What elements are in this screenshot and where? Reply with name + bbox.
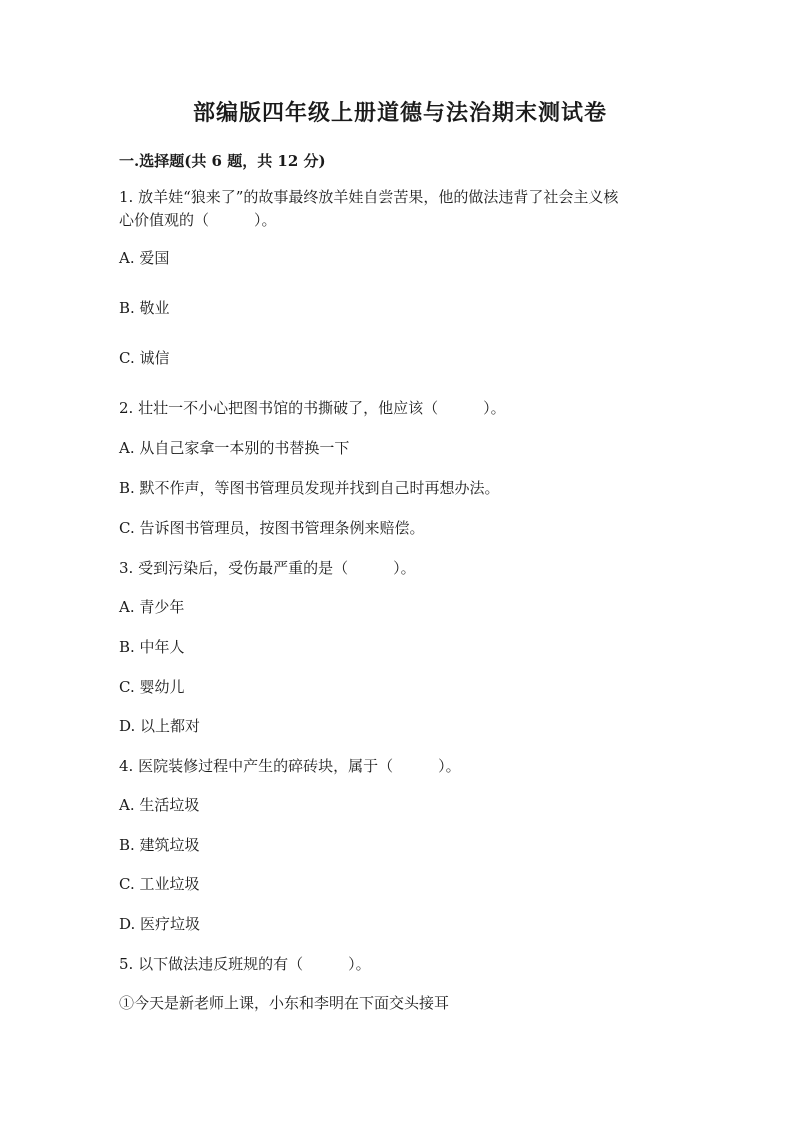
question-5-item-1: ①今天是新老师上课，小东和李明在下面交头接耳: [119, 994, 450, 1012]
question-1-option-a: A. 爱国: [119, 249, 170, 267]
question-4-option-a: A. 生活垃圾: [119, 796, 200, 814]
question-1-option-b: B. 敬业: [119, 299, 170, 317]
question-1-stem-line-2: 心价值观的（ ）。: [119, 211, 277, 229]
question-1-stem-line-1: 1. 放羊娃“狼来了”的故事最终放羊娃自尝苦果，他的做法违背了社会主义核: [119, 188, 619, 206]
question-5-stem: 5. 以下做法违反班规的有（ ）。: [119, 955, 371, 973]
question-3-option-a: A. 青少年: [119, 598, 185, 616]
page-title: 部编版四年级上册道德与法治期末测试卷: [192, 100, 607, 126]
question-4-stem: 4. 医院装修过程中产生的碎砖块，属于（ ）。: [119, 757, 461, 775]
question-4-option-d: D. 医疗垃圾: [119, 915, 201, 933]
question-3-stem: 3. 受到污染后，受伤最严重的是（ ）。: [119, 559, 416, 577]
section-heading: 一.选择题(共 6 题，共 12 分): [119, 152, 326, 170]
question-3-option-c: C. 婴幼儿: [119, 678, 185, 696]
question-2-option-c: C. 告诉图书管理员，按图书管理条例来赔偿。: [119, 519, 425, 537]
question-1-option-c: C. 诚信: [119, 349, 170, 367]
question-3-option-d: D. 以上都对: [119, 717, 201, 735]
question-2-stem: 2. 壮壮一不小心把图书馆的书撕破了，他应该（ ）。: [119, 399, 506, 417]
question-4-option-c: C. 工业垃圾: [119, 875, 200, 893]
question-2-option-a: A. 从自己家拿一本别的书替换一下: [119, 439, 350, 457]
question-4-option-b: B. 建筑垃圾: [119, 836, 200, 854]
question-2-option-b: B. 默不作声，等图书管理员发现并找到自己时再想办法。: [119, 479, 500, 497]
question-3-option-b: B. 中年人: [119, 638, 185, 656]
